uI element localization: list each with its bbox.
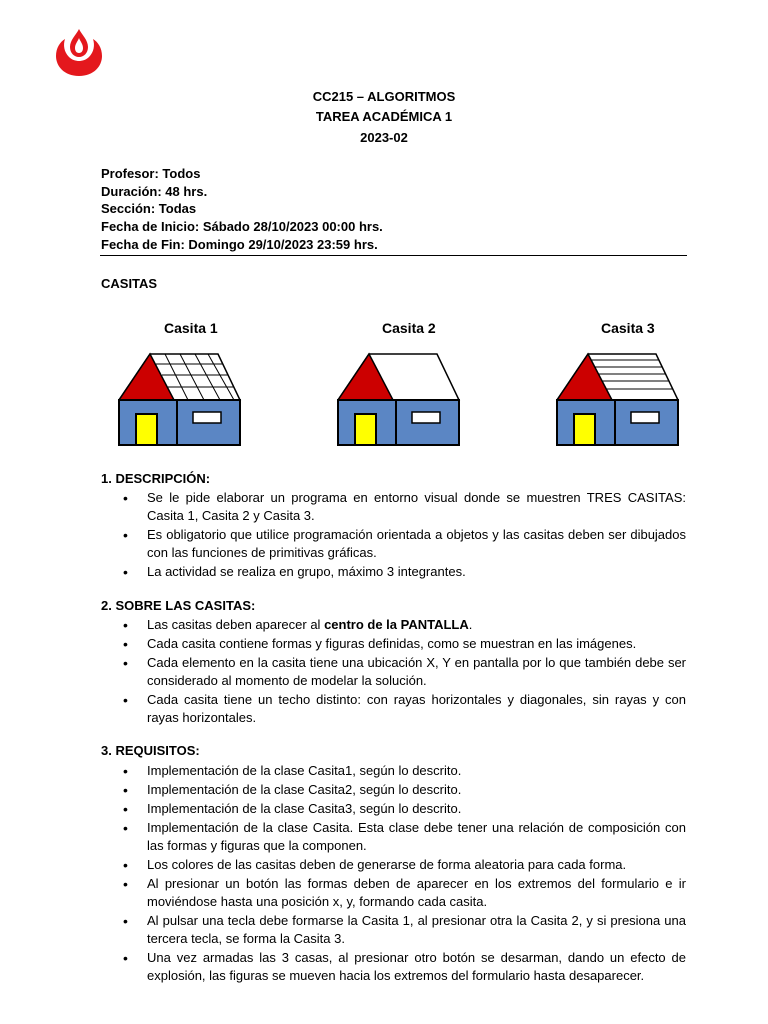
list-item: • Es obligatorio que utilice programación orientada a objetos y las casitas deben ser dibujados con las funciones de primitivas gráficas. [100,526,686,562]
info-end-date: Fecha de Fin: Domingo 29/10/2023 23:59 hrs. [101,237,378,252]
list-item: • Cada casita contiene formas y figuras definidas, como se muestran en las imágenes. [100,635,686,653]
list-item: • Cada elemento en la casita tiene una ubicación X, Y en pantalla por lo que también debe ser considerado al momento de modelar la solución. [100,654,686,690]
section-3-title: 3. REQUISITOS: [101,743,200,758]
list-item: • Cada casita tiene un techo distinto: con rayas horizontales y diagonales, sin rayas y con rayas horizontales. [100,691,686,727]
list-item: • Los colores de las casitas deben de generarse de forma aleatoria para cada forma. [100,856,686,874]
house-label-2: Casita 2 [382,320,436,336]
list-item: • Al presionar un botón las formas deben de aparecer en los extremos del formulario e ir moviéndose hasta una posición x, y, formando cada casita. [100,875,686,911]
section-2-list [100,616,686,728]
info-duration: Duración: 48 hrs. [101,184,208,199]
houses-figure [100,310,700,460]
casita-1-drawing [118,352,243,447]
info-professor: Profesor: Todos [101,166,201,181]
list-item: • Implementación de la clase Casita. Esta clase debe tener una relación de composición con las formas y figuras que la componen. [100,819,686,855]
term: 2023-02 [360,130,408,145]
list-item: • Las casitas deben aparecer al centro de la PANTALLA. [100,616,686,634]
list-item: • Una vez armadas las 3 casas, al presionar otro botón se desarman, dando un efecto de explosión, las figuras se mueven hacia los extremos del formulario hasta desaparecer. [100,949,686,985]
assignment-title: TAREA ACADÉMICA 1 [315,109,453,124]
list-item: • La actividad se realiza en grupo, máximo 3 integrantes. [100,563,686,581]
info-section: Sección: Todas [101,201,197,216]
list-item: • Implementación de la clase Casita2, según lo descrito. [100,781,686,799]
list-item: • Se le pide elaborar un programa en entorno visual donde se muestren TRES CASITAS: Casita 1, Casita 2 y Casita 3. [100,489,686,525]
info-start-date: Fecha de Inicio: Sábado 28/10/2023 00:00 hrs. [101,219,383,234]
list-item: • Implementación de la clase Casita3, según lo descrito. [100,800,686,818]
section-casitas-title: CASITAS [101,276,158,291]
divider [100,255,687,256]
section-1-list [100,489,686,582]
list-item: • Al pulsar una tecla debe formarse la Casita 1, al presionar otra la Casita 2, y si presiona una tercera tecla, se forma la Casita 3. [100,912,686,948]
casita-2-drawing [337,352,462,447]
course-title: CC215 – ALGORITMOS [312,89,456,104]
list-item: • Implementación de la clase Casita1, según lo descrito. [100,762,686,780]
university-logo-icon [52,26,106,80]
house-label-1: Casita 1 [164,320,218,336]
section-1-title: 1. DESCRIPCIÓN: [101,471,211,486]
emphasis-center-screen: centro de la PANTALLA [324,617,469,632]
section-2-title: 2. SOBRE LAS CASITAS: [101,598,256,613]
casita-3-drawing [556,352,681,447]
house-label-3: Casita 3 [601,320,655,336]
section-3-list [100,762,686,986]
